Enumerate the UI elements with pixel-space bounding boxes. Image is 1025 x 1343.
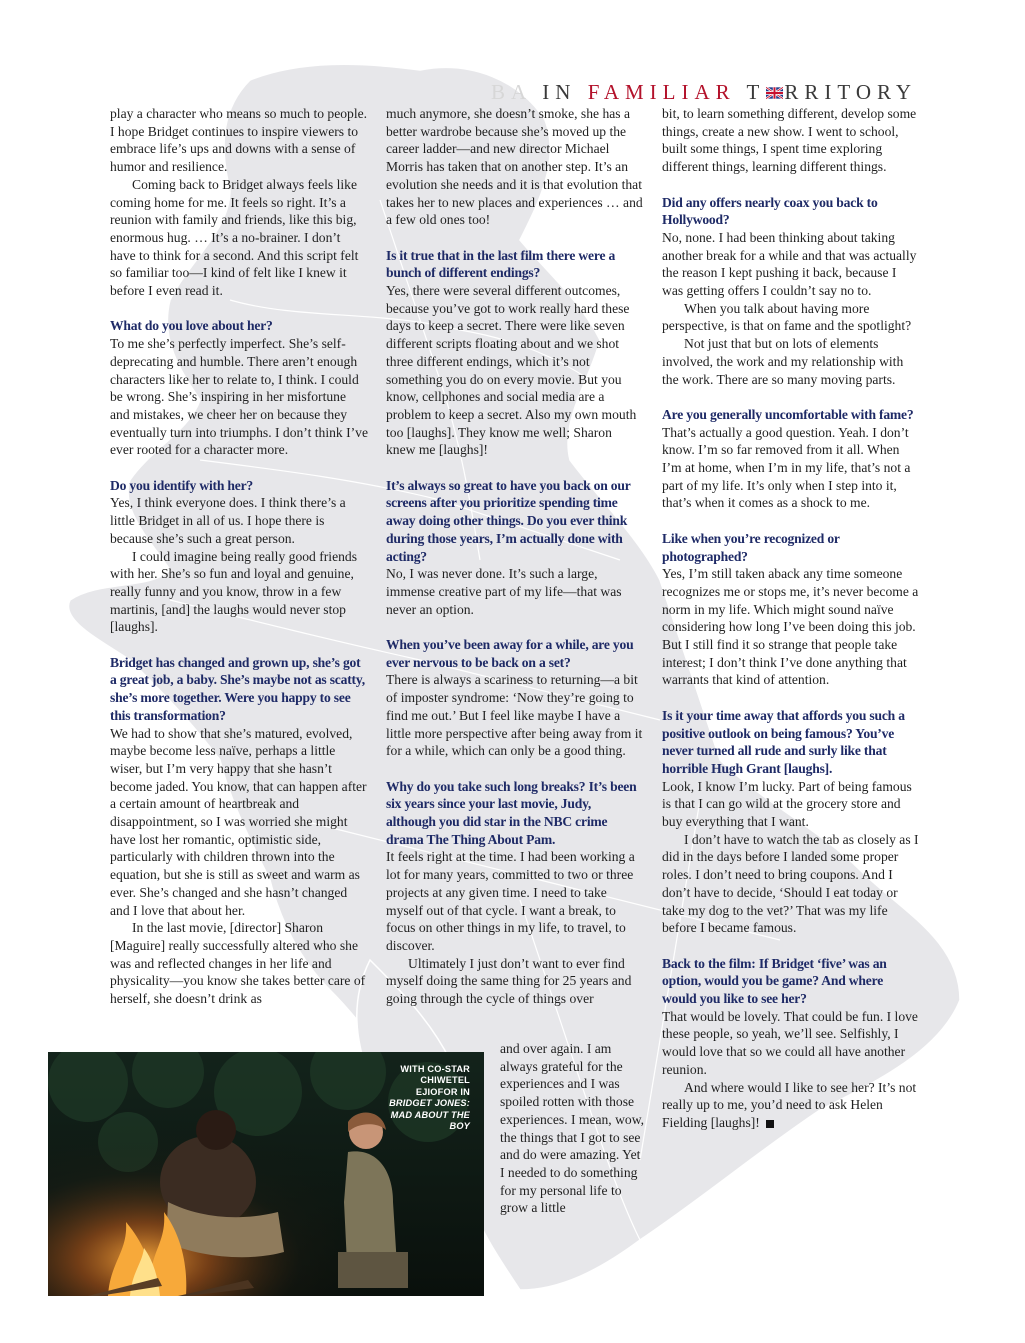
article-column-3 bbox=[662, 105, 920, 1132]
answer-paragraph: To me she’s perfectly imperfect. She’s self-deprecating and humble. There aren’t enough characters like her to relate to, I think. I could be wrong. She’s inspiring in her misfortune and mistakes, we cheer her on because they eventually turn into triumphs. I don’t think I’ve ever rooted for a character more. bbox=[110, 336, 368, 458]
caption-text: CO-STAR CHIWETEL EJIOFOR IN bbox=[415, 1064, 470, 1097]
answer-paragraph: When you talk about having more perspective, is that on fame and the spotlight? bbox=[662, 300, 912, 334]
answer-paragraph: Not just that but on lots of elements involved, the work and my relationship with the work. There are so many moving parts. bbox=[662, 336, 904, 387]
paragraph-text: And where would I like to see her? It’s not really up to me, you’d need to ask Helen Fielding [laughs]! bbox=[662, 1079, 917, 1130]
article-column-2-continuation bbox=[500, 1040, 645, 1217]
header-title-red: FAMILIAR bbox=[587, 80, 736, 104]
interview-question: It’s always so great to have you back on our screens after you prioritize spending time away doing other things. Do you ever think during those years, I’m actually done with acting? bbox=[386, 477, 631, 564]
interview-question: Why do you take such long breaks? It’s been six years since your last movie, Judy, although you did star in the NBC crime drama The Thing About Pam. bbox=[386, 778, 637, 847]
film-still-photo bbox=[48, 1052, 484, 1296]
answer-paragraph: We had to show that she’s matured, evolved, maybe become less naïve, perhaps a little wiser, but I’m very happy that she hasn’t become jaded. You know, that can happen after a certain amount of heartbreak and disappointment, so I was worried she might have lost her romantic, optimistic side, particularly with children thrown into the equation, but she is still as sweet and warm as ever. She’s changed and she hasn’t changed and I love that about her. bbox=[110, 725, 367, 918]
answer-paragraph: In the last movie, [director] Sharon [Maguire] really successfully altered who she was and reflected changes in her life and physicality—you know she takes better care of herself, she doesn’t drink as bbox=[110, 920, 366, 1007]
interview-question: Back to the film: If Bridget ‘five’ was an option, would you be game? And where would you like to see her? bbox=[662, 955, 887, 1007]
caption-film-title: BRIDGET JONES: MAD ABOUT THE BOY bbox=[389, 1098, 470, 1132]
interview-question: Are you generally uncomfortable with fame? bbox=[662, 406, 914, 422]
interview-question: Is it true that in the last film there were a bunch of different endings? bbox=[386, 247, 616, 281]
answer-paragraph: bit, to learn something different, develop some things, create a new show. I went to school, built some things, I spent time exploring different things, learning different things. bbox=[662, 106, 917, 175]
answer-paragraph: play a character who means so much to people. I hope Bridget continues to inspire viewers to embrace life’s ups and downs with a sense of humor and resilience. bbox=[110, 106, 368, 175]
answer-paragraph: No, none. I had been thinking about taking another break for a while and that was actually the reason I kept pushing it back, because I was getting offers I couldn’t say no to. bbox=[662, 229, 917, 299]
header-prefix: BA bbox=[491, 80, 543, 104]
answer-paragraph: It feels right at the time. I had been working a lot for many years, committed to two or three projects at any given time. I need to take myself out of that cycle. I want a break, to focus on other things in my life, to travel, to discover. bbox=[386, 849, 635, 953]
interview-question: Is it your time away that affords you such a positive outlook on being famous? You’ve never turned all rude and surly like that horrible Hugh Grant [laughs]. bbox=[662, 707, 905, 776]
answer-paragraph: That’s actually a good question. Yeah. I don’t know. I’m so far removed from it all. When I’m at home, when I’m in my life, that’s not a part of my life. It’s only when I step into it, that’s when it comes as a shock to me. bbox=[662, 424, 911, 511]
interview-question: Do you identify with her? bbox=[110, 477, 254, 493]
page-header bbox=[491, 80, 917, 105]
answer-paragraph: That would be lovely. That could be fun. I love these people, so yeah, we’ll see. Selfishly, I would love that so we could all have another reunion. bbox=[662, 1008, 918, 1077]
paragraph: and over again. I am always grateful for the experiences and I was spoiled rotten with those experiences. I mean, wow, the things that I got to see and do were amazing. Yet I needed to do something for my personal life to grow a little bbox=[500, 1041, 645, 1216]
interview-question: Like when you’re recognized or photographed? bbox=[662, 530, 840, 564]
answer-paragraph: There is always a scariness to returning—a bit of imposter syndrome: ‘Now they’re going to find me out.’ But I feel like maybe I have a little more perspective after being away from it for a while, which can only be a good thing. bbox=[386, 672, 643, 759]
answer-paragraph: Coming back to Bridget always feels like coming home for me. It feels so right. It’s a reunion with family and friends, like this big, enormous hug. … It’s a no-brainer. I don’t have to think for a second. And this script felt so familiar too—I kind of felt like I knew it before I even read it. bbox=[110, 176, 359, 299]
answer-paragraph: Look, I know I’m lucky. Part of being famous is that I can go wild at the grocery store and buy everything that I want. bbox=[662, 778, 912, 830]
article-column-2 bbox=[386, 105, 644, 1008]
interview-question: When you’ve been away for a while, are you ever nervous to be back on a set? bbox=[386, 637, 634, 670]
answer-paragraph bbox=[662, 1079, 920, 1132]
answer-paragraph: Yes, I think everyone does. I think there’s a little Bridget in all of us. I hope there is because she’s such a great person. bbox=[110, 495, 346, 546]
union-jack-icon bbox=[766, 87, 783, 99]
answer-paragraph: Ultimately I just don’t want to ever find myself doing the same thing for 25 years and going through the cycle of things over bbox=[386, 955, 632, 1007]
answer-paragraph: No, I was never done. It’s such a large, immense creative part of my life—that was never an option. bbox=[386, 566, 622, 617]
header-title-part1: IN bbox=[542, 80, 588, 104]
header-title-part2: T bbox=[735, 80, 766, 104]
header-title-part3: RRITORY bbox=[784, 80, 917, 104]
caption-lead: WITH bbox=[400, 1064, 425, 1074]
photo-caption bbox=[380, 1064, 470, 1132]
interview-question: What do you love about her? bbox=[110, 318, 273, 334]
answer-paragraph: Yes, there were several different outcomes, because you’ve got to work really hard these days to keep a secret. There were like seven different scripts floating about and we shot three different endings, which it’s not something you do on every movie. But you know, cellphones and social media are a problem to keep a secret. Also my own mouth too [laughs]. They know me well; Sharon knew me [laughs]! bbox=[386, 283, 637, 458]
answer-paragraph: much anymore, she doesn’t smoke, she has a better wardrobe because she’s moved up the career ladder—and new director Michael Morris has taken that on another step. It’s an evolution she needs and it is that evolution that takes her to new places and experiences … and a few old ones too! bbox=[386, 106, 643, 228]
article-column-1 bbox=[110, 105, 368, 1008]
interview-question: Bridget has changed and grown up, she’s got a great job, a baby. She’s maybe not as scatty, she’s more together. Were you happy to see this transformation? bbox=[110, 654, 365, 723]
interview-question: Did any offers nearly coax you back to Hollywood? bbox=[662, 194, 878, 228]
answer-paragraph: Yes, I’m still taken aback any time someone recognizes me or stops me, it’s never become a norm in my life. Which might sound naïve considering how long I’ve been doing this job. But I still find it so strange that people take interest; I don’t think I’ve done anything that warrants that kind of attention. bbox=[662, 566, 919, 688]
answer-paragraph: I could imagine being really good friends with her. She’s so fun and loyal and genuine, really funny and you know, throw in a few martinis, [and] the laughs would never stop [laughs]. bbox=[110, 548, 357, 635]
answer-paragraph: I don’t have to watch the tab as closely as I did in the days before I landed some proper roles. I don’t need to bring coupons. And I don’t have to decide, ‘Should I eat today or take my dog to the vet?’ That was my life before I became famous. bbox=[662, 831, 919, 936]
end-mark-icon bbox=[766, 1120, 774, 1128]
